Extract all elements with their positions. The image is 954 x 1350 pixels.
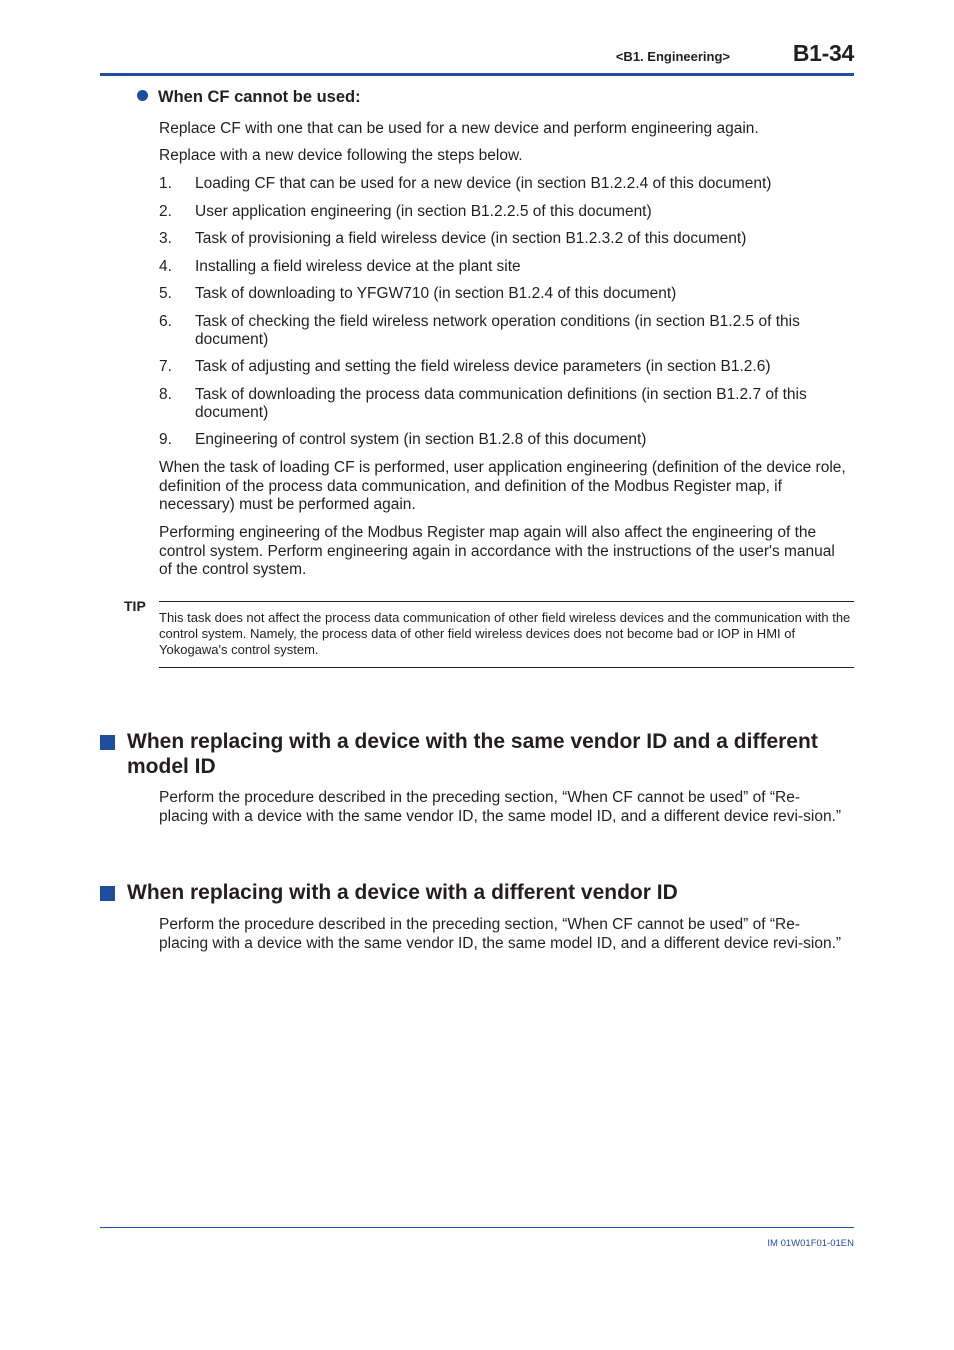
section-reference: <B1. Engineering> (615, 49, 730, 64)
paragraph: Replace with a new device following the steps below. (159, 147, 523, 164)
list-item (159, 313, 849, 349)
section-heading (100, 730, 854, 779)
list-item-text: Engineering of control system (in section B1.2.8 of this document) (195, 431, 647, 448)
tip-text: This task does not affect the process data communication of other field wireless devices and the communication with the control system. Namely, the process data of other field wireless devices does not become bad or IOP in HMI of Yokogawa's control system. (159, 610, 851, 657)
paragraph: Perform the procedure described in the preceding section, “When CF cannot be used” of “Re-placing with a device with the same vendor ID, the same model ID, and a different device revi-sion.” (159, 916, 842, 952)
list-item (159, 175, 849, 193)
page-header (100, 40, 854, 74)
document-code: IM 01W01F01-01EN (767, 1238, 854, 1249)
list-item-text: User application engineering (in section B1.2.2.5 of this document) (195, 202, 652, 220)
list-number: 3. (159, 230, 172, 247)
list-number: 4. (159, 257, 172, 275)
square-bullet-icon (100, 735, 115, 750)
list-item-text: Loading CF that can be used for a new device (in section B1.2.2.4 of this document) (195, 175, 772, 192)
list-item-text: Task of provisioning a field wireless device (in section B1.2.3.2 of this document) (195, 230, 747, 247)
tip-rule-top (159, 601, 854, 602)
list-number: 6. (159, 312, 172, 330)
paragraph: When the task of loading CF is performed, user application engineering (definition of the device role, definition of the process data communication, and definition of the Modbus Register map, if necessary) must be performed again. (159, 459, 846, 513)
list-number: 9. (159, 431, 172, 448)
list-item (159, 358, 849, 376)
square-bullet-icon (100, 886, 115, 901)
tip-label: TIP (124, 598, 146, 614)
list-item-text: Task of adjusting and setting the field wireless device parameters (in section B1.2.6) (195, 358, 771, 375)
header-rule (100, 73, 854, 76)
section-heading-text: When replacing with a device with a different vendor ID (127, 881, 678, 904)
list-item-text: Task of checking the field wireless network operation conditions (in section B1.2.5 of this document) (195, 312, 800, 348)
section-heading-text: When replacing with a device with the same vendor ID and a different model ID (127, 730, 818, 778)
list-item (159, 386, 849, 422)
tip-rule-bottom (159, 667, 854, 668)
list-number: 8. (159, 385, 172, 403)
paragraph: Perform the procedure described in the preceding section, “When CF cannot be used” of “Re-placing with a device with the same vendor ID, the same model ID, and a different device revi-sion.” (159, 789, 842, 825)
list-item-text: Task of downloading the process data communication definitions (in section B1.2.7 of this document) (195, 385, 807, 421)
list-item-text: Installing a field wireless device at the plant site (195, 257, 521, 275)
bullet-icon (137, 90, 148, 101)
steps-list (159, 175, 849, 459)
list-item (159, 285, 849, 303)
list-item-text: Task of downloading to YFGW710 (in section B1.2.4 of this document) (195, 285, 677, 302)
list-item (159, 431, 849, 449)
footer-rule (100, 1227, 854, 1228)
list-item (159, 230, 849, 248)
page-number: B1-34 (792, 40, 854, 66)
list-item (159, 203, 849, 221)
paragraph: Performing engineering of the Modbus Register map again will also affect the engineering of the control system. Perform engineering again in accordance with the instructions of the user's manual of the control system. (159, 524, 835, 578)
section-heading (100, 881, 854, 906)
subsection-heading (137, 88, 361, 107)
list-number: 5. (159, 285, 172, 302)
paragraph: Replace CF with one that can be used for a new device and perform engineering again. (159, 120, 759, 137)
list-item (159, 258, 849, 276)
list-number: 2. (159, 202, 172, 220)
subsection-heading-text: When CF cannot be used: (158, 88, 361, 106)
list-number: 7. (159, 358, 172, 375)
list-number: 1. (159, 175, 172, 192)
